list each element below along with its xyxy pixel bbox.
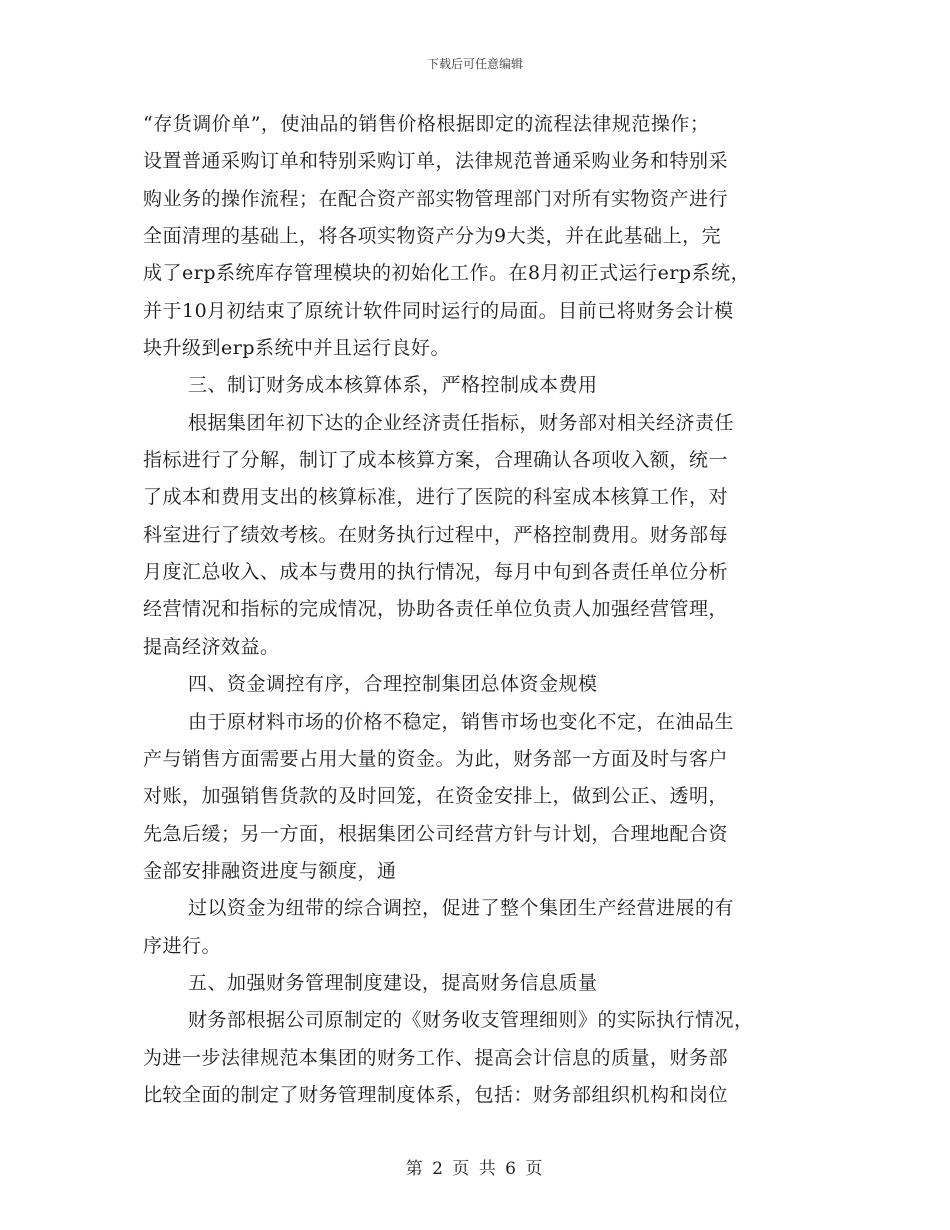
document-body <box>143 106 809 1114</box>
text-line: 金部安排融资进度与额度，通 <box>143 859 397 882</box>
page-header-note: 下载后可任意编辑 <box>426 57 523 71</box>
text-line: 购业务的操作流程；在配合资产部实物管理部门对所有实物资产进行 <box>143 187 729 210</box>
text-line: 全面清理的基础上，将各项实物资产分为9大类，并在此基础上，完 <box>143 225 722 248</box>
text-line: 过以资金为纽带的综合调控，促进了整个集团生产经营进展的有 <box>188 897 735 920</box>
text-line: 并于10月初结束了原统计软件同时运行的局面。目前已将财务会计模 <box>143 299 734 322</box>
text-line: 比较全面的制定了财务管理制度体系，包括：财务部组织机构和岗位 <box>143 1083 729 1106</box>
text-line: 块升级到erp系统中并且运行良好。 <box>143 337 450 360</box>
text-line: 成了erp系统库存管理模块的初始化工作。在8月初正式运行erp系统， <box>143 262 751 285</box>
text-line: 产与销售方面需要占用大量的资金。为此，财务部一方面及时与客户 <box>143 747 729 770</box>
text-line: 为进一步法律规范本集团的财务工作、提高会计信息的质量，财务部 <box>143 1046 729 1069</box>
text-line: 四、资金调控有序，合理控制集团总体资金规模 <box>188 673 598 696</box>
text-line: 五、加强财务管理制度建设，提高财务信息质量 <box>188 971 598 994</box>
text-line: 经营情况和指标的完成情况，协助各责任单位负责人加强经营管理， <box>143 598 729 621</box>
text-line: 财务部根据公司原制定的《财务收支管理细则》的实际执行情况， <box>188 1009 754 1032</box>
text-line: 科室进行了绩效考核。在财务执行过程中，严格控制费用。财务部每 <box>143 523 729 546</box>
text-line: 由于原材料市场的价格不稳定，销售市场也变化不定，在油品生 <box>188 710 735 733</box>
text-line: 根据集团年初下达的企业经济责任指标，财务部对相关经济责任 <box>188 411 735 434</box>
text-line: 序进行。 <box>143 934 222 957</box>
text-line: 提高经济效益。 <box>143 635 280 658</box>
text-line: 指标进行了分解，制订了成本核算方案，合理确认各项收入额，统一 <box>143 449 729 472</box>
text-line: 对账，加强销售货款的及时回笼，在资金安排上，做到公正、透明， <box>143 785 729 808</box>
text-line: 设置普通采购订单和特别采购订单，法律规范普通采购业务和特别采 <box>143 150 729 173</box>
text-line: 先急后缓；另一方面，根据集团公司经营方针与计划，合理地配合资 <box>143 822 729 845</box>
text-line: “存货调价单”，使油品的销售价格根据即定的流程法律规范操作； <box>143 113 710 135</box>
text-line: 了成本和费用支出的核算标准，进行了医院的科室成本核算工作，对 <box>143 486 729 509</box>
text-line: 月度汇总收入、成本与费用的执行情况，每月中旬到各责任单位分析 <box>143 561 729 584</box>
text-line: 三、制订财务成本核算体系，严格控制成本费用 <box>188 374 598 397</box>
page-number: 第 2 页 共 6 页 <box>405 1159 545 1179</box>
